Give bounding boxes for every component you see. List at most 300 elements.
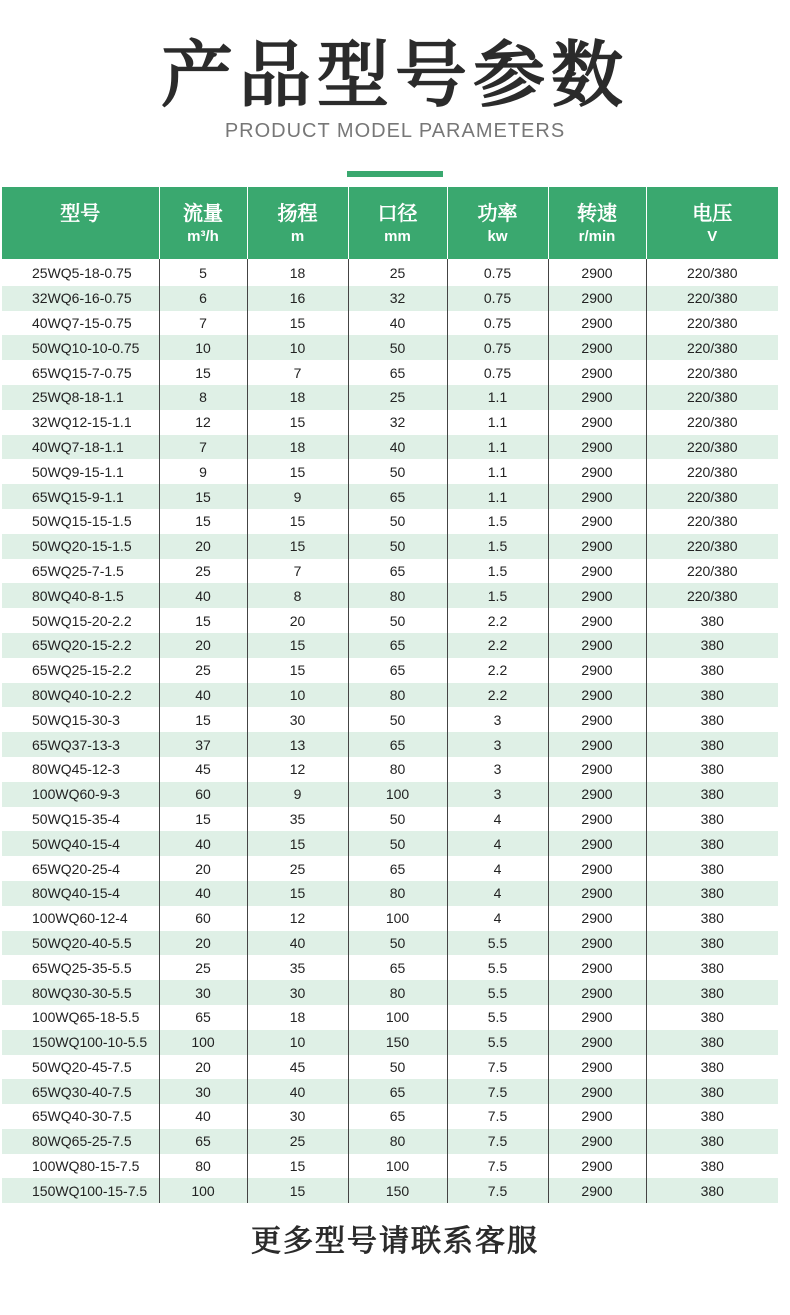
head-cell: 40 [247,1079,348,1104]
power-cell: 3 [447,707,548,732]
voltage-cell: 380 [646,831,778,856]
head-cell: 40 [247,931,348,956]
head-cell: 20 [247,608,348,633]
power-cell: 1.5 [447,534,548,559]
voltage-cell: 220/380 [646,583,778,608]
model-cell: 80WQ40-8-1.5 [2,583,159,608]
diameter-cell: 50 [348,534,447,559]
head-cell: 25 [247,856,348,881]
model-cell: 65WQ40-30-7.5 [32,1108,132,1125]
speed-cell: 2900 [548,658,646,683]
head-cell: 15 [247,534,348,559]
flow-cell: 20 [159,633,247,658]
voltage-cell: 220/380 [646,335,778,360]
diameter-cell: 65 [348,955,447,980]
diameter-cell: 65 [348,633,447,658]
voltage-cell: 220/380 [646,360,778,385]
table-row [2,1030,778,1055]
table-row [2,683,778,708]
speed-cell: 2900 [548,732,646,757]
header-power [447,187,548,259]
diameter-cell: 50 [348,931,447,956]
voltage-cell: 380 [646,658,778,683]
speed-cell: 2900 [548,757,646,782]
power-cell: 0.75 [447,335,548,360]
table-row [2,410,778,435]
table-row [2,335,778,360]
power-cell: 1.5 [447,583,548,608]
header-voltage-unit: V [707,228,718,245]
model-cell: 65WQ20-25-4 [32,860,120,877]
voltage-cell: 380 [646,856,778,881]
table-row [2,559,778,584]
speed-cell: 2900 [548,259,646,286]
model-cell: 65WQ25-35-5.5 [32,959,132,976]
diameter-cell: 65 [348,559,447,584]
diameter-cell: 50 [348,831,447,856]
speed-cell: 2900 [548,459,646,484]
page-title: 产品型号参数 [160,33,629,117]
power-cell: 4 [447,856,548,881]
voltage-cell: 380 [646,807,778,832]
table-row [2,286,778,311]
flow-cell: 60 [159,782,247,807]
model-cell: 50WQ15-15-1.5 [32,513,132,530]
flow-cell: 20 [159,931,247,956]
power-cell: 0.75 [447,360,548,385]
model-cell: 50WQ15-35-4 [32,810,120,827]
header-voltage [646,187,778,259]
voltage-cell: 380 [646,1104,778,1129]
speed-cell: 2900 [548,385,646,410]
flow-cell: 25 [159,955,247,980]
flow-cell: 8 [159,385,247,410]
flow-cell: 40 [159,683,247,708]
model-cell: 150WQ100-15-7.5 [2,1178,159,1203]
diameter-cell: 50 [348,335,447,360]
model-cell: 80WQ40-15-4 [2,881,159,906]
voltage-cell: 380 [646,931,778,956]
table-row [2,831,778,856]
diameter-cell: 80 [348,583,447,608]
head-cell: 9 [247,484,348,509]
speed-cell: 2900 [548,1079,646,1104]
diameter-cell: 100 [348,906,447,931]
speed-cell: 2900 [548,856,646,881]
flow-cell: 5 [159,259,247,286]
header-voltage-label: 电压 [692,201,733,225]
flow-cell: 30 [159,1079,247,1104]
head-cell: 45 [247,1055,348,1080]
model-cell: 65WQ15-7-0.75 [32,364,132,381]
voltage-cell: 220/380 [646,559,778,584]
diameter-cell: 80 [348,757,447,782]
speed-cell: 2900 [548,534,646,559]
speed-cell: 2900 [548,807,646,832]
power-cell: 1.1 [447,410,548,435]
head-cell: 18 [247,259,348,286]
model-cell: 25WQ8-18-1.1 [2,385,159,410]
diameter-cell: 65 [348,360,447,385]
voltage-cell: 380 [646,1178,778,1203]
flow-cell: 30 [159,980,247,1005]
table-row [2,1104,778,1129]
head-cell: 25 [247,1129,348,1154]
flow-cell: 100 [159,1030,247,1055]
table-row [2,509,778,534]
table-row [2,1178,778,1203]
voltage-cell: 220/380 [646,286,778,311]
header-flow-label: 流量 [183,201,223,225]
speed-cell: 2900 [548,881,646,906]
voltage-cell: 220/380 [646,459,778,484]
diameter-cell: 32 [348,410,447,435]
speed-cell: 2900 [548,410,646,435]
speed-cell: 2900 [548,1154,646,1179]
power-cell: 4 [447,881,548,906]
model-cell: 65WQ20-15-2.2 [2,633,159,658]
power-cell: 1.1 [447,484,548,509]
model-cell: 50WQ20-45-7.5 [32,1058,132,1075]
model-cell: 50WQ9-15-1.1 [32,463,124,480]
speed-cell: 2900 [548,509,646,534]
diameter-cell: 50 [348,608,447,633]
diameter-cell: 65 [348,484,447,509]
model-cell: 65WQ15-9-1.1 [2,484,159,509]
model-cell: 100WQ80-15-7.5 [32,1158,140,1175]
diameter-cell: 80 [348,980,447,1005]
header-model [2,187,159,259]
head-cell: 35 [247,807,348,832]
diameter-cell: 100 [348,782,447,807]
table-row [2,484,778,509]
voltage-cell: 220/380 [646,410,778,435]
header-speed [548,187,646,259]
power-cell: 4 [447,807,548,832]
voltage-cell: 380 [646,1079,778,1104]
table-row [2,658,778,683]
head-cell: 10 [247,683,348,708]
contact-note: 更多型号请联系客服 [251,1224,539,1259]
head-cell: 12 [247,757,348,782]
diameter-cell: 80 [348,683,447,708]
power-cell: 0.75 [447,311,548,336]
diameter-cell: 65 [348,1079,447,1104]
header-head [247,187,348,259]
voltage-cell: 380 [646,906,778,931]
speed-cell: 2900 [548,435,646,460]
header-flow-unit: m³/h [187,228,219,245]
flow-cell: 20 [159,534,247,559]
diameter-cell: 150 [348,1030,447,1055]
flow-cell: 15 [159,484,247,509]
header-head-unit: m [290,228,305,245]
flow-cell: 15 [159,807,247,832]
flow-cell: 7 [159,435,247,460]
table-row [2,707,778,732]
header-diameter-unit: mm [384,228,411,245]
flow-cell: 7 [159,311,247,336]
header-speed-unit: r/min [578,228,616,245]
table-row [2,360,778,385]
power-cell: 4 [447,831,548,856]
speed-cell: 2900 [548,980,646,1005]
speed-cell: 2900 [548,1178,646,1203]
head-cell: 7 [247,559,348,584]
model-cell: 50WQ20-15-1.5 [2,534,159,559]
diameter-cell: 32 [348,286,447,311]
diameter-cell: 80 [348,1129,447,1154]
voltage-cell: 380 [646,757,778,782]
model-cell: 50WQ15-20-2.2 [32,612,132,629]
voltage-cell: 380 [646,732,778,757]
voltage-cell: 380 [646,782,778,807]
voltage-cell: 380 [646,980,778,1005]
speed-cell: 2900 [548,360,646,385]
flow-cell: 25 [159,559,247,584]
table-row [2,906,778,931]
flow-cell: 20 [159,856,247,881]
speed-cell: 2900 [548,1055,646,1080]
table-row [2,311,778,336]
power-cell: 5.5 [447,931,548,956]
head-cell: 13 [247,732,348,757]
diameter-cell: 40 [348,311,447,336]
diameter-cell: 50 [348,509,447,534]
diameter-cell: 100 [348,1005,447,1030]
flow-cell: 80 [159,1154,247,1179]
flow-cell: 65 [159,1129,247,1154]
table-row [2,1154,778,1179]
head-cell: 15 [247,881,348,906]
head-cell: 12 [247,906,348,931]
voltage-cell: 380 [646,683,778,708]
table-row [2,757,778,782]
page-subtitle: PRODUCT MODEL PARAMETERS [224,120,566,142]
table-row [2,782,778,807]
flow-cell: 15 [159,360,247,385]
power-cell: 5.5 [447,955,548,980]
head-cell: 18 [247,385,348,410]
table-row [2,1079,778,1104]
power-cell: 5.5 [447,980,548,1005]
power-cell: 7.5 [447,1104,548,1129]
power-cell: 1.5 [447,509,548,534]
header-flow [159,187,247,259]
table-row [2,633,778,658]
model-cell: 65WQ30-40-7.5 [2,1079,159,1104]
head-cell: 15 [247,1178,348,1203]
head-cell: 10 [247,335,348,360]
power-cell: 1.5 [447,559,548,584]
model-cell: 50WQ20-40-5.5 [2,931,159,956]
table-row [2,856,778,881]
flow-cell: 60 [159,906,247,931]
diameter-cell: 100 [348,1154,447,1179]
power-cell: 7.5 [447,1129,548,1154]
power-cell: 1.1 [447,385,548,410]
table-row [2,881,778,906]
diameter-cell: 40 [348,435,447,460]
flow-cell: 37 [159,732,247,757]
model-cell: 65WQ37-13-3 [2,732,159,757]
speed-cell: 2900 [548,931,646,956]
flow-cell: 15 [159,707,247,732]
power-cell: 2.2 [447,658,548,683]
head-cell: 30 [247,707,348,732]
voltage-cell: 380 [646,955,778,980]
flow-cell: 6 [159,286,247,311]
voltage-cell: 220/380 [646,311,778,336]
speed-cell: 2900 [548,1005,646,1030]
head-cell: 35 [247,955,348,980]
head-cell: 15 [247,633,348,658]
model-cell: 65WQ25-7-1.5 [32,562,124,579]
speed-cell: 2900 [548,633,646,658]
power-cell: 2.2 [447,633,548,658]
model-cell: 50WQ10-10-0.75 [2,335,159,360]
title-underline [347,171,443,177]
flow-cell: 65 [159,1005,247,1030]
diameter-cell: 50 [348,707,447,732]
header-head-label: 扬程 [277,201,318,225]
voltage-cell: 380 [646,1154,778,1179]
head-cell: 8 [247,583,348,608]
flow-cell: 10 [159,335,247,360]
power-cell: 2.2 [447,683,548,708]
flow-cell: 100 [159,1178,247,1203]
model-cell: 100WQ60-12-4 [32,910,128,927]
diameter-cell: 80 [348,881,447,906]
voltage-cell: 380 [646,1055,778,1080]
table-row [2,732,778,757]
head-cell: 15 [247,831,348,856]
header-power-unit: kw [487,228,508,245]
head-cell: 7 [247,360,348,385]
head-cell: 15 [247,410,348,435]
table-row [2,259,778,286]
table-row [2,608,778,633]
table-row [2,1005,778,1030]
power-cell: 1.1 [447,435,548,460]
power-cell: 7.5 [447,1154,548,1179]
head-cell: 15 [247,1154,348,1179]
speed-cell: 2900 [548,955,646,980]
speed-cell: 2900 [548,906,646,931]
speed-cell: 2900 [548,1030,646,1055]
power-cell: 2.2 [447,608,548,633]
header-power-label: 功率 [477,201,518,225]
header-model-label: 型号 [60,201,101,225]
diameter-cell: 65 [348,732,447,757]
power-cell: 7.5 [447,1079,548,1104]
diameter-cell: 50 [348,459,447,484]
diameter-cell: 65 [348,1104,447,1129]
model-cell: 100WQ60-9-3 [2,782,159,807]
speed-cell: 2900 [548,311,646,336]
speed-cell: 2900 [548,707,646,732]
head-cell: 16 [247,286,348,311]
diameter-cell: 50 [348,1055,447,1080]
speed-cell: 2900 [548,583,646,608]
voltage-cell: 220/380 [646,534,778,559]
speed-cell: 2900 [548,782,646,807]
table-row [2,459,778,484]
speed-cell: 2900 [548,335,646,360]
voltage-cell: 220/380 [646,385,778,410]
table-row [2,807,778,832]
speed-cell: 2900 [548,1104,646,1129]
flow-cell: 15 [159,608,247,633]
power-cell: 7.5 [447,1055,548,1080]
voltage-cell: 380 [646,1005,778,1030]
table-row [2,980,778,1005]
power-cell: 5.5 [447,1030,548,1055]
speed-cell: 2900 [548,559,646,584]
voltage-cell: 220/380 [646,509,778,534]
model-cell: 25WQ5-18-0.75 [32,265,132,282]
model-cell: 80WQ40-10-2.2 [2,683,159,708]
power-cell: 3 [447,757,548,782]
voltage-cell: 380 [646,707,778,732]
table-row [2,1055,778,1080]
speed-cell: 2900 [548,286,646,311]
voltage-cell: 220/380 [646,484,778,509]
voltage-cell: 380 [646,1129,778,1154]
header-diameter-label: 口径 [377,201,418,225]
voltage-cell: 220/380 [646,259,778,286]
head-cell: 10 [247,1030,348,1055]
model-cell: 32WQ6-16-0.75 [2,286,159,311]
head-cell: 15 [247,509,348,534]
flow-cell: 40 [159,881,247,906]
model-cell: 50WQ15-30-3 [32,711,120,728]
model-cell: 150WQ100-10-5.5 [2,1030,159,1055]
head-cell: 30 [247,980,348,1005]
diameter-cell: 50 [348,807,447,832]
diameter-cell: 65 [348,658,447,683]
flow-cell: 12 [159,410,247,435]
model-cell: 80WQ45-12-3 [32,761,120,778]
voltage-cell: 380 [646,881,778,906]
power-cell: 5.5 [447,1005,548,1030]
table-row [2,385,778,410]
model-cell: 80WQ65-25-7.5 [2,1129,159,1154]
voltage-cell: 380 [646,608,778,633]
head-cell: 9 [247,782,348,807]
power-cell: 1.1 [447,459,548,484]
head-cell: 30 [247,1104,348,1129]
speed-cell: 2900 [548,683,646,708]
model-cell: 80WQ30-30-5.5 [2,980,159,1005]
voltage-cell: 380 [646,1030,778,1055]
flow-cell: 20 [159,1055,247,1080]
header-speed-label: 转速 [577,201,617,225]
flow-cell: 15 [159,509,247,534]
head-cell: 15 [247,658,348,683]
power-cell: 0.75 [447,286,548,311]
flow-cell: 45 [159,757,247,782]
flow-cell: 40 [159,583,247,608]
model-cell: 32WQ12-15-1.1 [32,414,132,431]
table-row [2,435,778,460]
power-cell: 3 [447,782,548,807]
diameter-cell: 65 [348,856,447,881]
table-row [2,583,778,608]
power-cell: 7.5 [447,1178,548,1203]
head-cell: 15 [247,311,348,336]
diameter-cell: 150 [348,1178,447,1203]
